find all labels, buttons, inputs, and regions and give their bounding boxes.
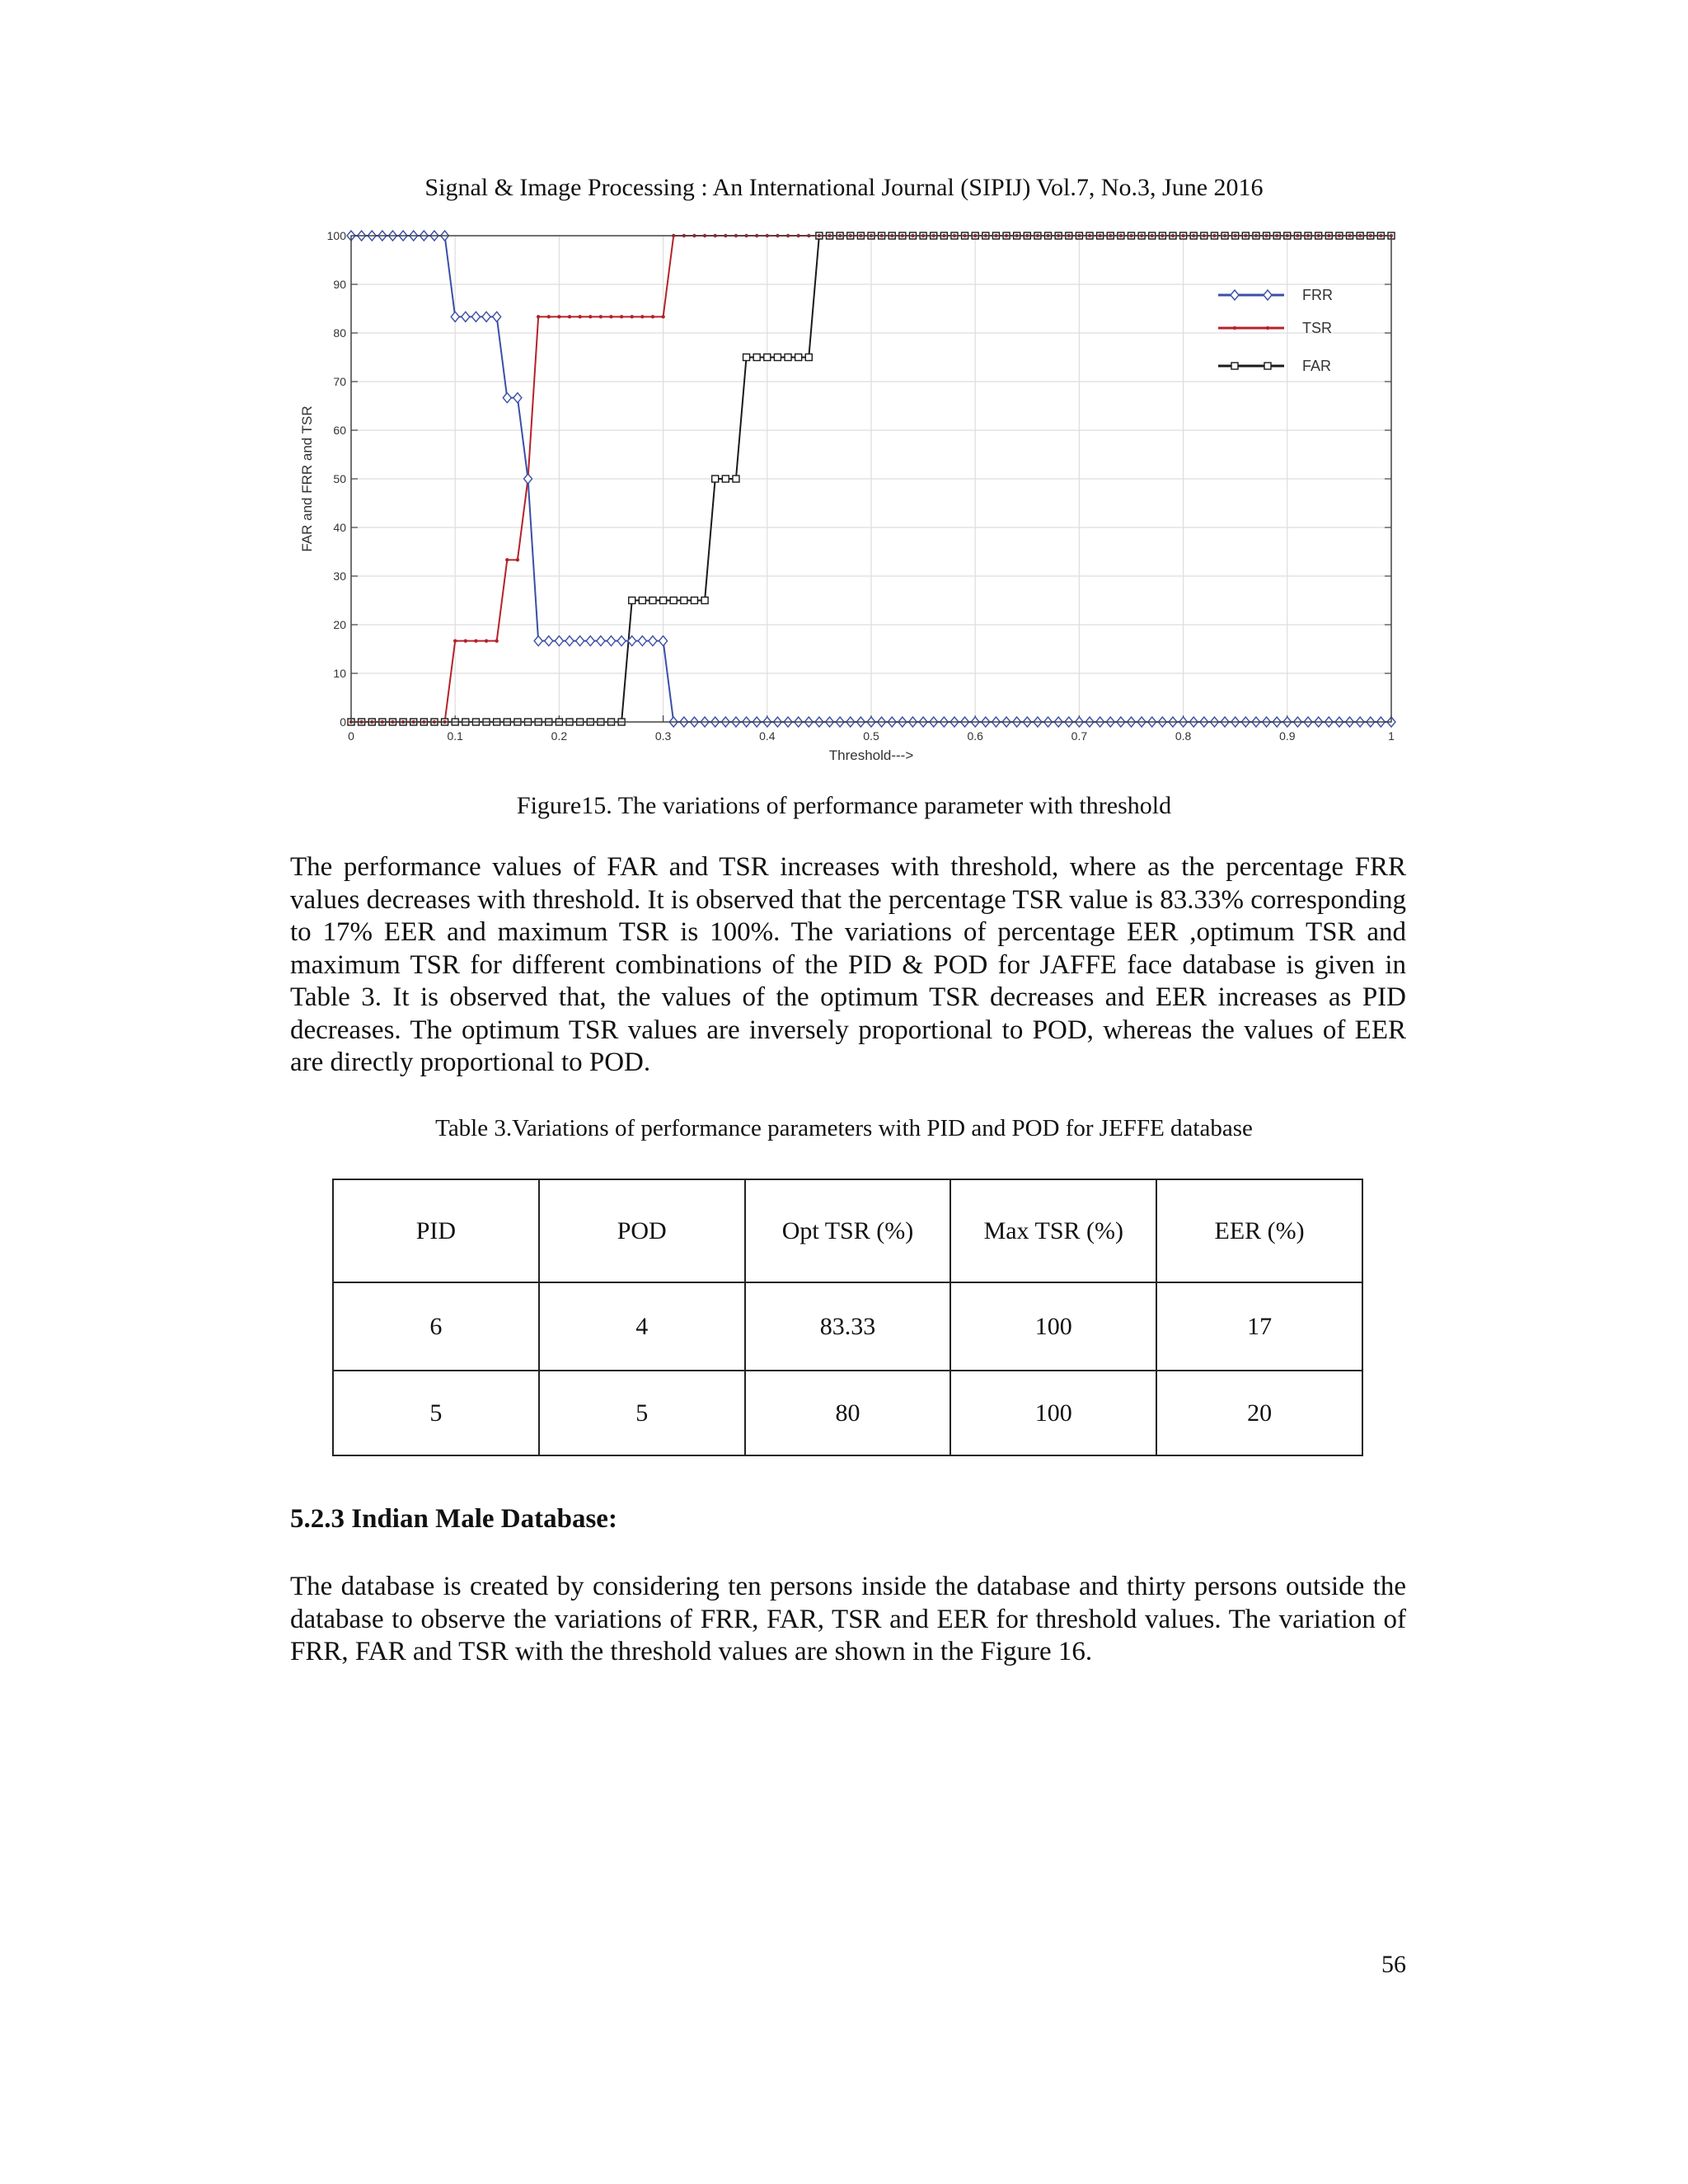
tsr-legend-marker xyxy=(1233,326,1236,330)
far-legend-marker xyxy=(1231,363,1238,369)
table-header-cell: POD xyxy=(539,1179,745,1282)
table-header-cell: Opt TSR (%) xyxy=(745,1179,951,1282)
table-row xyxy=(333,1282,1362,1371)
table-cell: 100 xyxy=(950,1282,1156,1371)
results-table xyxy=(332,1179,1363,1456)
performance-chart xyxy=(297,223,1418,775)
y-tick-label: 20 xyxy=(333,618,346,631)
far-data-point xyxy=(670,598,677,604)
tsr-data-point xyxy=(516,558,519,561)
far-data-point xyxy=(764,354,771,361)
running-header: Signal & Image Processing : An International Journal (SIPIJ) Vol.7, No.3, June 2016 xyxy=(424,174,1264,201)
x-tick-label: 0.1 xyxy=(447,729,463,743)
table-cell: 5 xyxy=(539,1371,745,1455)
far-data-point xyxy=(712,476,719,482)
table-cell: 17 xyxy=(1156,1282,1362,1371)
tsr-data-point xyxy=(557,315,560,318)
x-tick-label: 0.9 xyxy=(1279,729,1296,743)
y-tick-label: 70 xyxy=(333,375,346,388)
tsr-data-point xyxy=(609,315,612,318)
y-tick-label: 30 xyxy=(333,569,346,583)
tsr-data-point xyxy=(453,639,457,642)
tsr-data-point xyxy=(651,315,654,318)
far-data-point xyxy=(629,598,635,604)
tsr-data-point xyxy=(495,639,498,642)
far-data-point xyxy=(785,354,791,361)
table-row xyxy=(333,1371,1362,1455)
table-cell: 83.33 xyxy=(745,1282,951,1371)
y-tick-label: 100 xyxy=(326,229,346,242)
table-header-cell: EER (%) xyxy=(1156,1179,1362,1282)
page-number: 56 xyxy=(1381,1951,1406,1978)
body-paragraph-2: The database is created by considering ten persons inside the database and thirty persons outside the database to observe the variations of FRR, FAR, TSR and EER for threshold values. The variation of FRR, FAR and TSR with the threshold values are shown in the Figure 16. xyxy=(290,1572,1406,1666)
far-legend-marker xyxy=(1264,363,1271,369)
table-cell: 4 xyxy=(539,1282,745,1371)
y-tick-label: 50 xyxy=(333,472,346,485)
far-data-point xyxy=(722,476,729,482)
far-data-point xyxy=(660,598,667,604)
far-legend-label: FAR xyxy=(1302,358,1332,374)
tsr-data-point xyxy=(568,315,571,318)
table-cell: 80 xyxy=(745,1371,951,1455)
x-tick-label: 0.3 xyxy=(654,729,672,743)
x-tick-label: 0.5 xyxy=(863,729,879,743)
x-tick-label: 0.6 xyxy=(967,729,983,743)
tsr-data-point xyxy=(661,315,664,318)
far-data-point xyxy=(795,354,802,361)
far-data-point xyxy=(733,476,739,482)
tsr-data-point xyxy=(464,639,467,642)
far-data-point xyxy=(753,354,760,361)
x-tick-label: 0.2 xyxy=(551,729,568,743)
y-tick-label: 80 xyxy=(333,326,346,340)
table-caption: Table 3.Variations of performance parameters with PID and POD for JEFFE database xyxy=(435,1115,1253,1141)
y-tick-label: 90 xyxy=(333,278,346,291)
far-data-point xyxy=(681,598,687,604)
table-header-row xyxy=(333,1179,1362,1282)
tsr-data-point xyxy=(474,639,477,642)
x-tick-label: 1 xyxy=(1388,729,1395,743)
table-header-cell: Max TSR (%) xyxy=(950,1179,1156,1282)
y-tick-label: 40 xyxy=(333,521,346,534)
far-data-point xyxy=(805,354,812,361)
tsr-data-point xyxy=(537,315,540,318)
far-data-point xyxy=(649,598,656,604)
figure-caption: Figure15. The variations of performance parameter with threshold xyxy=(516,792,1172,819)
far-data-point xyxy=(743,354,750,361)
figure-15 xyxy=(297,223,1418,775)
tsr-data-point xyxy=(485,639,488,642)
tsr-data-point xyxy=(640,315,644,318)
body-paragraph-1: The performance values of FAR and TSR increases with threshold, where as the percentage FRR values decreases with threshold. It is observed that the percentage TSR value is 83.33% corresponding to 17% EER and maximum TSR is 100%. The variations of percentage EER ,optimum TSR and maximum TSR for different combinations of the PID & POD for JAFFE face database is given in Table 3. It is observed that, the values of the optimum TSR decreases and EER increases as PID decreases. The optimum TSR values are inversely proportional to POD, whereas the values of EER are directly proportional to POD. xyxy=(290,852,1406,1077)
tsr-legend-label: TSR xyxy=(1302,320,1332,336)
y-axis-label: FAR and FRR and TSR xyxy=(299,405,315,552)
far-data-point xyxy=(639,598,645,604)
frr-legend-label: FRR xyxy=(1302,287,1333,303)
tsr-data-point xyxy=(588,315,592,318)
y-tick-label: 0 xyxy=(340,715,346,729)
x-tick-label: 0.4 xyxy=(759,729,776,743)
section-heading: 5.2.3 Indian Male Database: xyxy=(290,1504,617,1534)
table-cell: 5 xyxy=(333,1371,539,1455)
x-tick-label: 0.7 xyxy=(1071,729,1088,743)
far-data-point xyxy=(691,598,697,604)
tsr-data-point xyxy=(578,315,581,318)
tsr-data-point xyxy=(547,315,551,318)
table-cell: 100 xyxy=(950,1371,1156,1455)
y-tick-label: 10 xyxy=(333,667,346,680)
tsr-data-point xyxy=(631,315,634,318)
x-tick-label: 0 xyxy=(348,729,354,743)
x-axis-label: Threshold---> xyxy=(828,748,914,763)
y-tick-label: 60 xyxy=(333,424,346,437)
tsr-legend-marker xyxy=(1266,326,1269,330)
far-data-point xyxy=(774,354,781,361)
tsr-data-point xyxy=(620,315,623,318)
table-cell: 6 xyxy=(333,1282,539,1371)
tsr-data-point xyxy=(599,315,603,318)
table-header-cell: PID xyxy=(333,1179,539,1282)
table-cell: 20 xyxy=(1156,1371,1362,1455)
tsr-data-point xyxy=(505,558,509,561)
far-data-point xyxy=(701,598,708,604)
x-tick-label: 0.8 xyxy=(1175,729,1192,743)
